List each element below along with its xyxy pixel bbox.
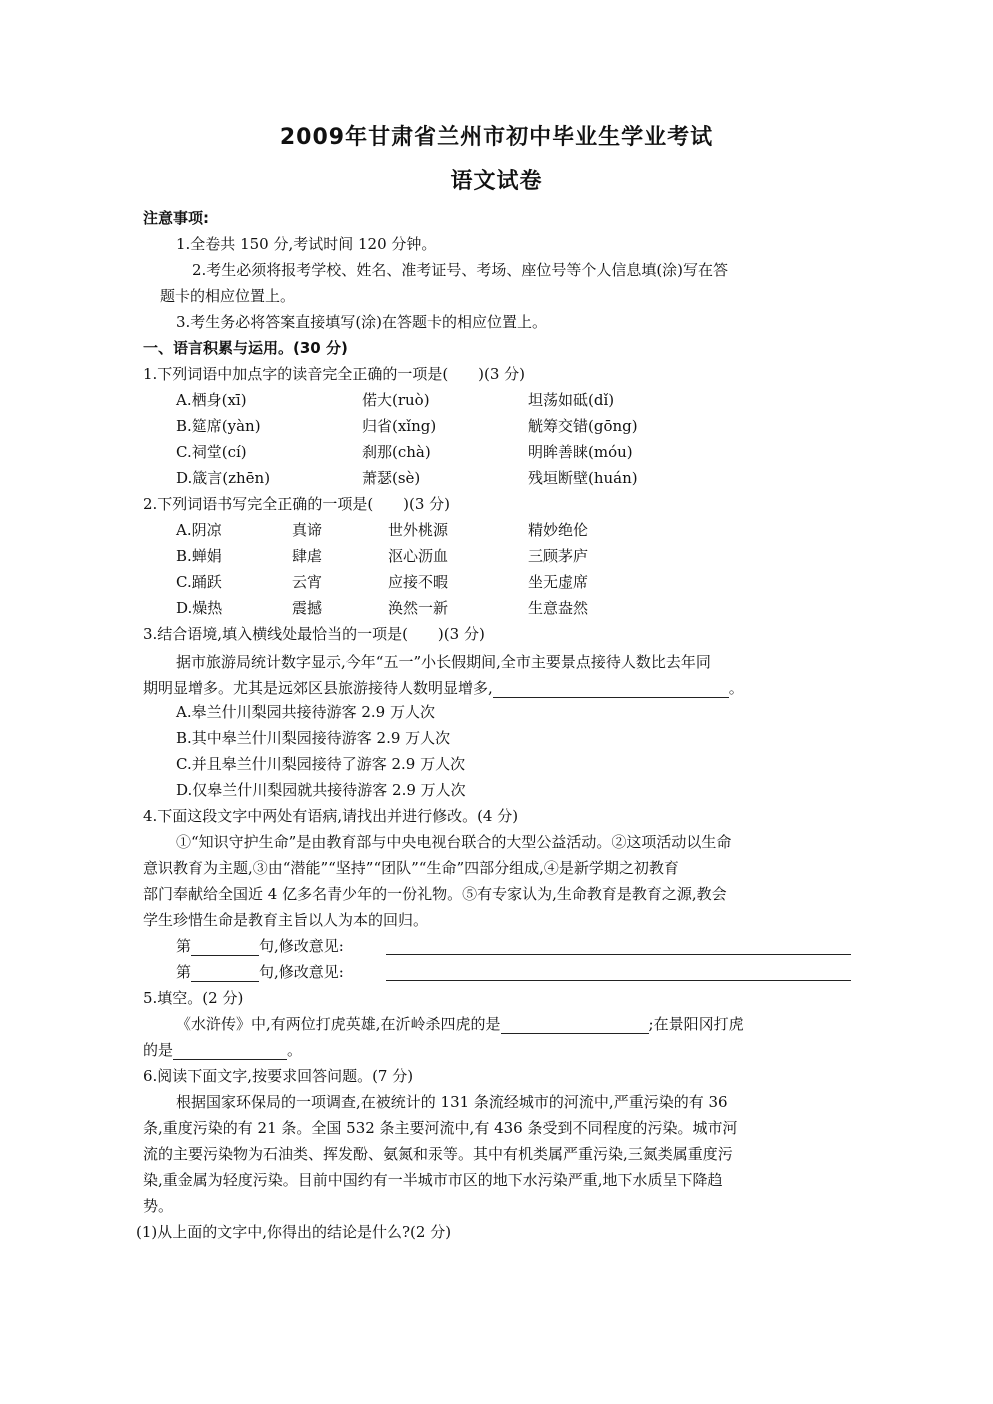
q4-passage-line4: 学生珍惜生命是教育主旨以人为本的回归。: [143, 911, 429, 929]
q5-text-c: 的是: [143, 1041, 174, 1059]
q3-stem: 3.结合语境,填入横线处最恰当的一项是( )(3 分): [143, 625, 485, 643]
q1-a-3: 坦荡如砥(dǐ): [528, 391, 615, 409]
q2-d-1: D.燥热: [176, 599, 223, 617]
q2-c-1: C.踊跃: [176, 573, 222, 591]
q4-answer-suffix: 句,修改意见:: [259, 937, 344, 955]
q2-b-3: 沤心沥血: [388, 547, 449, 565]
q3-answer-blank[interactable]: [493, 681, 729, 698]
q5-text-d: 。: [287, 1041, 303, 1059]
q4-revision-line-1[interactable]: [386, 954, 851, 955]
q1-c-3: 明眸善睐(móu): [528, 443, 633, 461]
q5-blank-1[interactable]: [501, 1017, 649, 1034]
exam-title: 2009年甘肃省兰州市初中毕业生学业考试: [279, 125, 714, 150]
notice-item-3: 3.考生务必将答案直接填写(涂)在答题卡的相应位置上。: [176, 313, 548, 331]
q1-d-1: D.箴言(zhēn): [176, 469, 271, 487]
q4-answer-suffix: 句,修改意见:: [259, 963, 344, 981]
q6-passage-line3: 流的主要污染物为石油类、挥发酚、氨氮和汞等。其中有机类属严重污染,三氮类属重度污: [143, 1145, 733, 1163]
q5-text-b: ;在景阳冈打虎: [648, 1015, 744, 1033]
notice-item-1: 1.全卷共 150 分,考试时间 120 分钟。: [176, 235, 437, 253]
q2-a-3: 世外桃源: [388, 521, 449, 539]
q3-option-b: B.其中皋兰什川梨园接待游客 2.9 万人次: [176, 729, 451, 747]
q4-answer-row-2: [176, 962, 344, 982]
q2-d-2: 震撼: [292, 599, 323, 617]
q4-passage-line3: 部门奉献给全国近 4 亿多名青少年的一份礼物。⑤有专家认为,生命教育是教育之源,教会: [143, 885, 727, 903]
q6-passage-line2: 条,重度污染的有 21 条。全国 532 条主要河流中,有 436 条受到不同程度的污染。城市河: [143, 1119, 738, 1137]
q2-a-4: 精妙绝伦: [528, 521, 589, 539]
exam-subtitle: 语文试卷: [450, 169, 543, 194]
q4-stem: 4.下面这段文字中两处有语病,请找出并进行修改。(4 分): [143, 807, 519, 825]
q6-passage-line1: 根据国家环保局的一项调查,在被统计的 131 条流经城市的河流中,严重污染的有 36: [176, 1093, 728, 1111]
q3-passage-end: 。: [728, 679, 744, 697]
q4-passage-line2: 意识教育为主题,③由“潜能”“坚持”“团队”“生命”四部分组成,④是新学期之初教育: [143, 859, 679, 877]
q4-answer-row-1: [176, 936, 344, 956]
q2-b-2: 肆虐: [292, 547, 323, 565]
q5-line2: [143, 1040, 302, 1060]
q1-c-1: C.祠堂(cí): [176, 443, 247, 461]
q2-stem: 2.下列词语书写完全正确的一项是( )(3 分): [143, 495, 451, 513]
q1-b-3: 觥筹交错(gōng): [528, 417, 638, 435]
q4-passage-line1: ①“知识守护生命”是由教育部与中央电视台联合的大型公益活动。②这项活动以生命: [176, 833, 732, 851]
q2-d-3: 涣然一新: [388, 599, 449, 617]
q1-b-1: B.筵席(yàn): [176, 417, 261, 435]
q3-option-c: C.并且皋兰什川梨园接待了游客 2.9 万人次: [176, 755, 466, 773]
q2-b-1: B.蝉娟: [176, 547, 222, 565]
q6-stem: 6.阅读下面文字,按要求回答问题。(7 分): [143, 1067, 414, 1085]
q2-d-4: 生意盎然: [528, 599, 589, 617]
q2-a-2: 真谛: [292, 521, 323, 539]
notice-label: 注意事项:: [143, 209, 209, 227]
q1-b-2: 归省(xǐng): [362, 417, 437, 435]
q3-option-a: A.皋兰什川梨园共接待游客 2.9 万人次: [176, 703, 435, 721]
q5-blank-2[interactable]: [173, 1043, 287, 1060]
q2-a-1: A.阴凉: [176, 521, 222, 539]
notice-item-2: 2.考生必须将报考学校、姓名、准考证号、考场、座位号等个人信息填(涂)写在答: [192, 261, 729, 279]
q1-a-1: A.栖身(xī): [176, 391, 247, 409]
q3-passage-line1: 据市旅游局统计数字显示,今年“五一”小长假期间,全市主要景点接待人数比去年同: [176, 653, 711, 671]
q2-c-4: 坐无虚席: [528, 573, 589, 591]
q6-passage-line4: 染,重金属为轻度污染。目前中国约有一半城市市区的地下水污染严重,地下水质呈下降趋: [143, 1171, 723, 1189]
q3-passage-line2: [143, 678, 744, 698]
q4-sentence-blank-1[interactable]: [191, 939, 259, 956]
q2-c-3: 应接不暇: [388, 573, 449, 591]
q6-sub1: (1)从上面的文字中,你得出的结论是什么?(2 分): [136, 1223, 452, 1241]
q1-d-2: 萧瑟(sè): [362, 469, 421, 487]
notice-item-2-cont: 题卡的相应位置上。: [160, 287, 296, 305]
q4-answer-prefix: 第: [176, 937, 192, 955]
q3-passage-text: 期明显增多。尤其是远郊区县旅游接待人数明显增多,: [143, 679, 493, 697]
q3-option-d: D.仅皋兰什川梨园就共接待游客 2.9 万人次: [176, 781, 466, 799]
q1-d-3: 残垣断壁(huán): [528, 469, 638, 487]
q4-revision-line-2[interactable]: [386, 980, 851, 981]
q1-a-2: 偌大(ruò): [362, 391, 430, 409]
q4-answer-prefix: 第: [176, 963, 192, 981]
q1-stem: 1.下列词语中加点字的读音完全正确的一项是( )(3 分): [143, 365, 526, 383]
q5-line1: [176, 1014, 744, 1034]
section1-heading: 一、语言积累与运用。(30 分): [143, 339, 348, 357]
q2-b-4: 三顾茅庐: [528, 547, 589, 565]
q2-c-2: 云宵: [292, 573, 323, 591]
q4-sentence-blank-2[interactable]: [191, 965, 259, 982]
q6-passage-line5: 势。: [143, 1197, 174, 1215]
q1-c-2: 刹那(chà): [362, 443, 431, 461]
q5-stem: 5.填空。(2 分): [143, 989, 244, 1007]
q5-text-a: 《水浒传》中,有两位打虎英雄,在沂岭杀四虎的是: [176, 1015, 501, 1033]
